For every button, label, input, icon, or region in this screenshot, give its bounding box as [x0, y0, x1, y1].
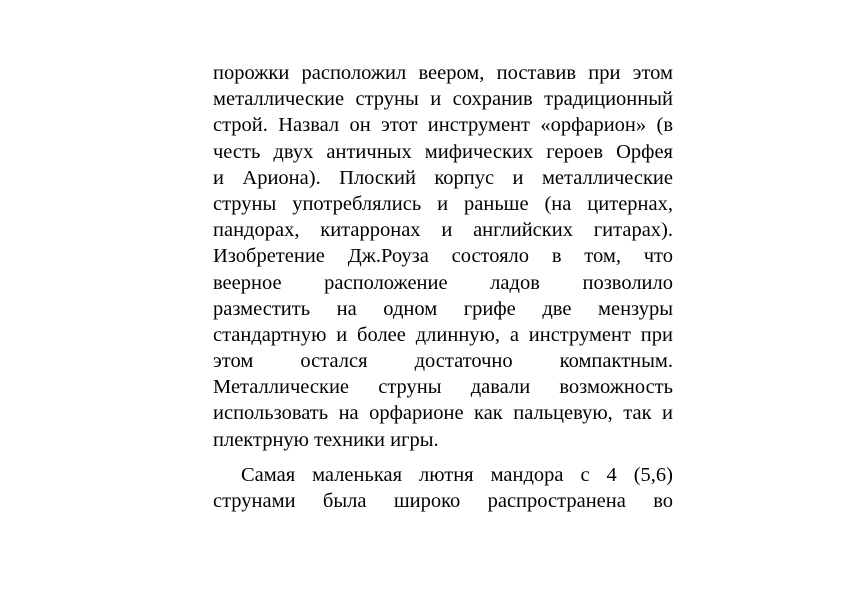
text-line: струнами была широко распространена во — [213, 490, 673, 512]
text-line: и Ариона). Плоский корпус и металлические — [213, 166, 673, 189]
text-line: этом остался достаточно компактным. — [213, 350, 673, 373]
paragraph-spacing — [213, 453, 673, 462]
text-line: разместить на одном грифе две мензуры — [213, 297, 673, 320]
text-line: металлические струны и сохранив традиционный — [213, 88, 673, 111]
text-line: Изобретение Дж.Роуза состояло в том, что — [213, 245, 673, 268]
body-text — [213, 60, 673, 514]
text-line: Самая маленькая лютня мандора с 4 (5,6) — [241, 463, 673, 486]
text-line: строй. Назвал он этот инструмент «орфарион» (в — [213, 114, 673, 137]
text-line: Металлические струны давали возможность — [213, 376, 673, 399]
text-line: плектрную техники игры. — [213, 428, 439, 451]
paragraph-2 — [213, 462, 673, 514]
text-line: струны употреблялись и раньше (на цитернах, — [213, 192, 673, 215]
text-line: порожки расположил веером, поставив при этом — [213, 62, 673, 84]
text-line: честь двух античных мифических героев Орфея — [213, 140, 673, 163]
paragraph-1 — [213, 60, 673, 453]
text-line: использовать на орфарионе как пальцевую, так и — [213, 402, 673, 425]
text-line: стандартную и более длинную, а инструмент при — [213, 323, 673, 346]
text-line: веерное расположение ладов позволило — [213, 271, 673, 294]
text-line: пандорах, китарронах и английских гитарах). — [213, 219, 673, 242]
